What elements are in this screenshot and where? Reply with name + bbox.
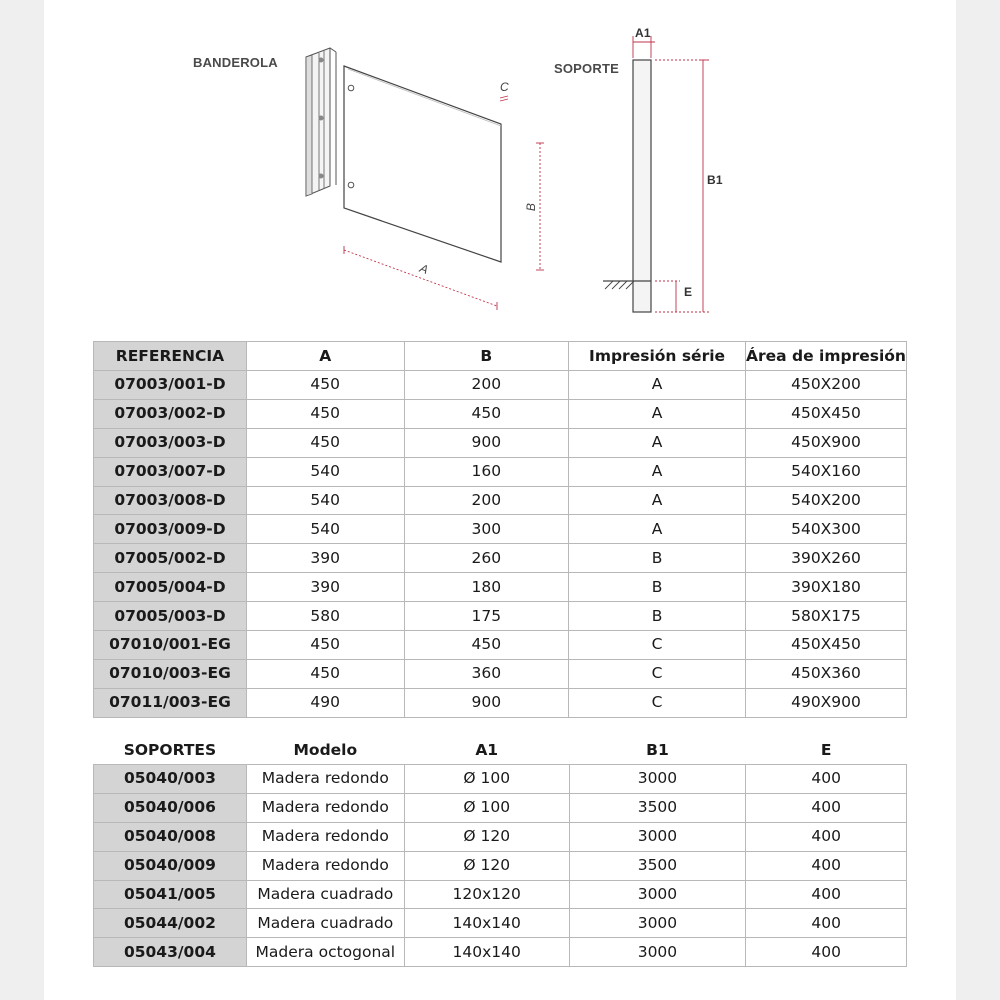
reference-cell: 07011/003-EG: [94, 688, 247, 717]
table-cell: A: [569, 428, 746, 457]
dimension-a-label: A: [417, 261, 431, 277]
table-cell: 540: [246, 515, 404, 544]
reference-cell: 07003/008-D: [94, 486, 247, 515]
soportes-table: [93, 736, 907, 967]
table-cell: 450X200: [745, 371, 906, 400]
banderola-table-body: [94, 371, 907, 718]
reference-cell: 05040/003: [94, 765, 247, 794]
banderola-table: [93, 341, 907, 718]
table-cell: 400: [746, 880, 907, 909]
table-cell: Madera redondo: [246, 765, 404, 794]
table-row: [94, 659, 907, 688]
reference-cell: 07003/007-D: [94, 457, 247, 486]
technical-drawing: [0, 0, 1000, 330]
table-cell: 120x120: [404, 880, 569, 909]
reference-cell: 07005/004-D: [94, 573, 247, 602]
table-cell: 3500: [569, 793, 746, 822]
table-cell: C: [569, 631, 746, 660]
table-cell: 3000: [569, 938, 746, 967]
table-cell: 450: [246, 371, 404, 400]
table-row: [94, 851, 907, 880]
reference-cell: 07005/002-D: [94, 544, 247, 573]
header-b: B: [404, 342, 569, 371]
table-row: [94, 544, 907, 573]
header-area-impresion: Área de impresión: [745, 342, 906, 371]
table-cell: A: [569, 457, 746, 486]
dimension-a1-label: A1: [635, 26, 651, 40]
table-cell: 200: [404, 486, 569, 515]
table-cell: 450: [246, 428, 404, 457]
table-row: [94, 765, 907, 794]
table-row: [94, 880, 907, 909]
table-cell: 540: [246, 486, 404, 515]
table-cell: Madera redondo: [246, 851, 404, 880]
reference-cell: 07003/003-D: [94, 428, 247, 457]
reference-cell: 07003/009-D: [94, 515, 247, 544]
table-cell: 400: [746, 765, 907, 794]
reference-cell: 05040/006: [94, 793, 247, 822]
table-cell: 175: [404, 602, 569, 631]
table-cell: 400: [746, 938, 907, 967]
table-header-row: [94, 342, 907, 371]
table-cell: 900: [404, 428, 569, 457]
table-row: [94, 399, 907, 428]
banderola-panel: [344, 66, 501, 262]
reference-cell: 05043/004: [94, 938, 247, 967]
table-cell: 390X180: [745, 573, 906, 602]
table-row: [94, 822, 907, 851]
table-cell: 900: [404, 688, 569, 717]
dimension-c-label: C: [500, 80, 509, 94]
table-cell: 390X260: [745, 544, 906, 573]
reference-cell: 07005/003-D: [94, 602, 247, 631]
reference-cell: 07010/001-EG: [94, 631, 247, 660]
header-a: A: [246, 342, 404, 371]
reference-cell: 05041/005: [94, 880, 247, 909]
reference-cell: 07003/002-D: [94, 399, 247, 428]
table-cell: 400: [746, 851, 907, 880]
table-row: [94, 602, 907, 631]
table-row: [94, 573, 907, 602]
table-cell: 490X900: [745, 688, 906, 717]
table-cell: 450X900: [745, 428, 906, 457]
reference-cell: 05040/008: [94, 822, 247, 851]
table-cell: 540X160: [745, 457, 906, 486]
table-row: [94, 938, 907, 967]
header-soportes: SOPORTES: [123, 740, 217, 759]
table-cell: 3000: [569, 822, 746, 851]
table-row: [94, 515, 907, 544]
reference-cell: 07003/001-D: [94, 371, 247, 400]
reference-cell: 05040/009: [94, 851, 247, 880]
table-cell: 580X175: [745, 602, 906, 631]
soporte-post: [603, 60, 651, 312]
table-row: [94, 631, 907, 660]
table-cell: Ø 120: [404, 851, 569, 880]
table-cell: 450: [246, 631, 404, 660]
table-row: [94, 909, 907, 938]
table-cell: 490: [246, 688, 404, 717]
table-cell: 540X200: [745, 486, 906, 515]
table-cell: Madera redondo: [246, 822, 404, 851]
table-cell: 580: [246, 602, 404, 631]
table-cell: 200: [404, 371, 569, 400]
banderola-label: BANDEROLA: [193, 55, 278, 70]
table-cell: B: [569, 602, 746, 631]
table-cell: 400: [746, 793, 907, 822]
table-cell: 300: [404, 515, 569, 544]
header-b1: B1: [646, 740, 669, 759]
soportes-table-body: [94, 765, 907, 967]
table-row: [94, 457, 907, 486]
dimension-b1-label: B1: [707, 173, 723, 187]
table-cell: 540X300: [745, 515, 906, 544]
table-cell: 3000: [569, 880, 746, 909]
table-cell: A: [569, 399, 746, 428]
dimension-b-label: B: [524, 202, 539, 212]
table-cell: B: [569, 544, 746, 573]
table-cell: 450: [404, 631, 569, 660]
soporte-label: SOPORTE: [554, 61, 619, 76]
table-cell: 3500: [569, 851, 746, 880]
header-modelo: Modelo: [293, 740, 358, 759]
table-cell: Madera octogonal: [246, 938, 404, 967]
table-cell: 360: [404, 659, 569, 688]
table-cell: Madera cuadrado: [246, 880, 404, 909]
table-cell: Madera cuadrado: [246, 909, 404, 938]
header-referencia: REFERENCIA: [94, 342, 247, 371]
table-row: [94, 486, 907, 515]
table-cell: 180: [404, 573, 569, 602]
drawing-svg: [0, 0, 1000, 330]
table-cell: Ø 120: [404, 822, 569, 851]
table-cell: 400: [746, 822, 907, 851]
table-header-row: [94, 736, 907, 765]
header-impresion-serie: Impresión série: [569, 342, 746, 371]
table-cell: 3000: [569, 909, 746, 938]
reference-cell: 05044/002: [94, 909, 247, 938]
reference-cell: 07010/003-EG: [94, 659, 247, 688]
table-cell: C: [569, 659, 746, 688]
header-e: E: [820, 740, 832, 759]
table-cell: A: [569, 515, 746, 544]
table-cell: Ø 100: [404, 765, 569, 794]
table-row: [94, 793, 907, 822]
table-cell: 260: [404, 544, 569, 573]
dimension-e-label: E: [684, 285, 693, 299]
table-row: [94, 428, 907, 457]
table-cell: 540: [246, 457, 404, 486]
table-cell: A: [569, 371, 746, 400]
table-cell: 3000: [569, 765, 746, 794]
table-cell: 390: [246, 544, 404, 573]
table-cell: 450X450: [745, 631, 906, 660]
table-cell: 450X360: [745, 659, 906, 688]
table-cell: 450: [246, 659, 404, 688]
table-cell: 390: [246, 573, 404, 602]
table-cell: B: [569, 573, 746, 602]
table-row: [94, 371, 907, 400]
table-cell: C: [569, 688, 746, 717]
table-cell: Madera redondo: [246, 793, 404, 822]
table-cell: 450: [404, 399, 569, 428]
table-cell: 450X450: [745, 399, 906, 428]
table-cell: 140x140: [404, 938, 569, 967]
table-cell: 400: [746, 909, 907, 938]
header-a1: A1: [475, 740, 499, 759]
table-cell: 450: [246, 399, 404, 428]
banderola-bracket: [306, 48, 336, 196]
table-cell: Ø 100: [404, 793, 569, 822]
table-cell: 140x140: [404, 909, 569, 938]
table-cell: 160: [404, 457, 569, 486]
table-row: [94, 688, 907, 717]
table-cell: A: [569, 486, 746, 515]
